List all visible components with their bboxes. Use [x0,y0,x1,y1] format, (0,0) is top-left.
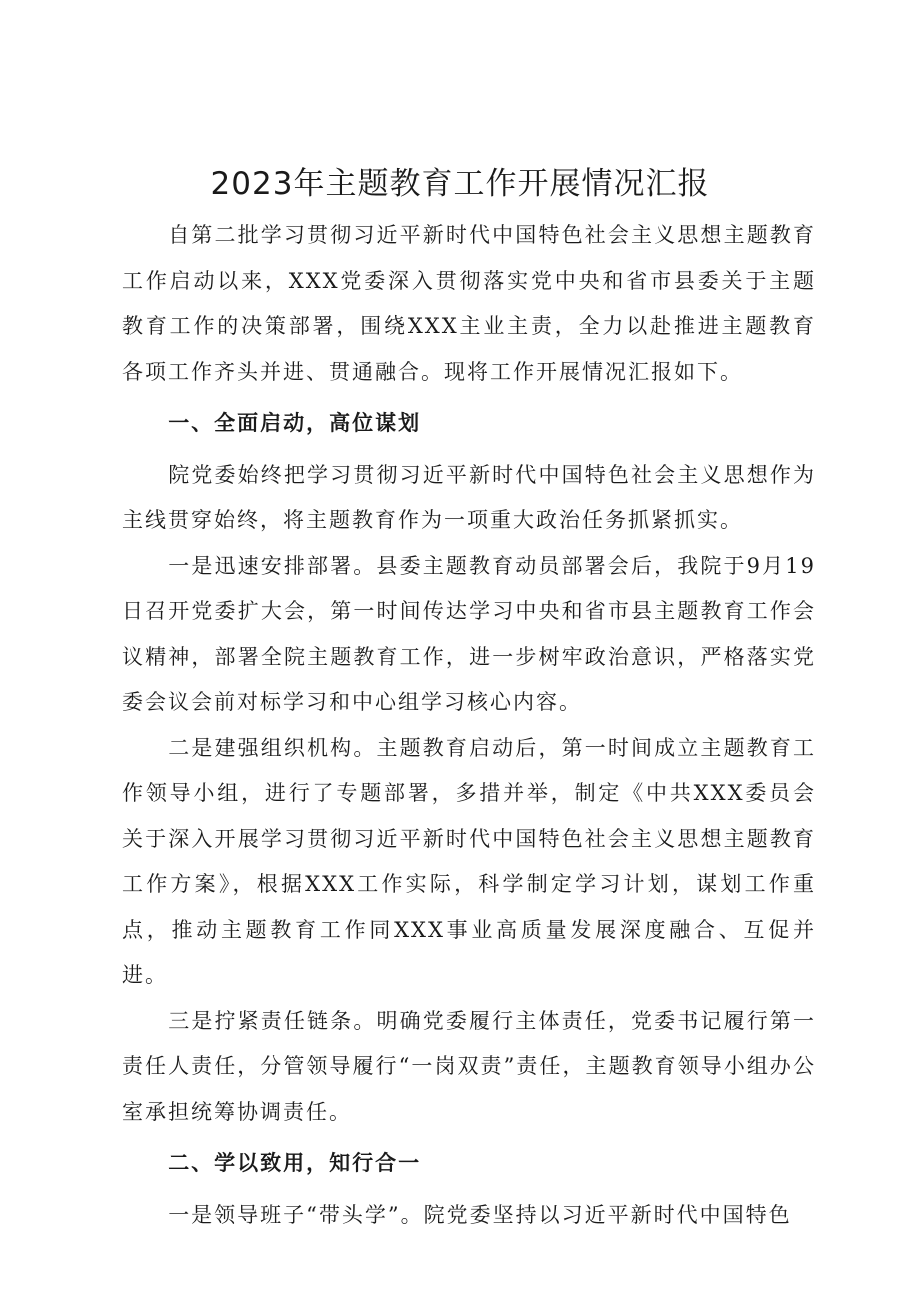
body-paragraph: 一是迅速安排部署。县委主题教育动员部署会后，我院于9月19日召开党委扩大会，第一时间传达学习中央和省市县主题教育工作会议精神，部署全院主题教育工作，进一步树牢政治意识，严格落实党委会议会前对标学习和中心组学习核心内容。 [122,553,816,714]
document-title: 2023年主题教育工作开展情况汇报 [210,166,710,202]
document-body [122,213,816,1238]
section-heading: 一、全面启动，高位谋划 [168,411,422,435]
section-heading: 二、学以致用，知行合一 [168,1151,422,1175]
intro-paragraph: 自第二批学习贯彻习近平新时代中国特色社会主义思想主题教育工作启动以来，XXX党委深入贯彻落实党中央和省市县委关于主题教育工作的决策部署，围绕XXX主业主责，全力以赴推进主题教育各项工作齐头并进、贯通融合。现将工作开展情况汇报如下。 [122,223,816,384]
body-paragraph: 三是拧紧责任链条。明确党委履行主体责任，党委书记履行第一责任人责任，分管领导履行“一岗双责”责任，主题教育领导小组办公室承担统筹协调责任。 [122,1008,816,1124]
body-paragraph: 院党委始终把学习贯彻习近平新时代中国特色社会主义思想作为主线贯穿始终，将主题教育作为一项重大政治任务抓紧抓实。 [122,462,816,532]
body-paragraph: 一是领导班子“带头学”。院党委坚持以习近平新时代中国特色 [168,1202,792,1227]
body-paragraph: 二是建强组织机构。主题教育启动后，第一时间成立主题教育工作领导小组，进行了专题部署，多措并举，制定《中共XXX委员会关于深入开展学习贯彻习近平新时代中国特色社会主义思想主题教育工作方案》，根据XXX工作实际，科学制定学习计划，谋划工作重点，推动主题教育工作同XXX事业高质量发展深度融合、互促并进。 [122,735,816,987]
